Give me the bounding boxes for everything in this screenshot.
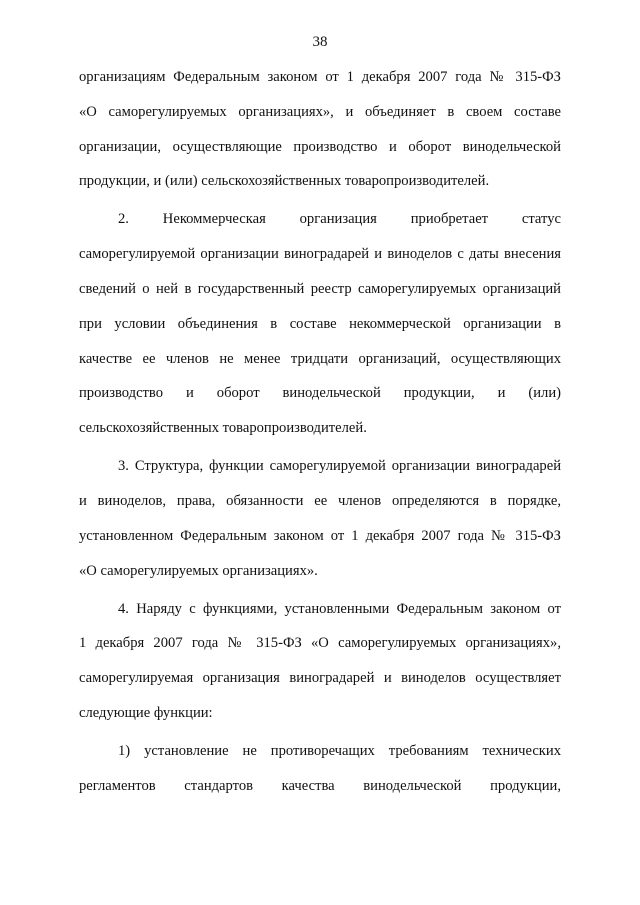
text-line: регламентов стандартов качества винодельческой продукции, <box>79 777 561 794</box>
text-line: при условии объединения в составе некоммерческой организации в <box>79 315 561 332</box>
text-line: 2. Некоммерческая организация приобретает статус <box>118 211 561 228</box>
text-line: 1) установление не противоречащих требованиям технических <box>118 742 561 759</box>
text-line: 4. Наряду с функциями, установленными Федеральным законом от <box>118 600 561 617</box>
text-line: сведений о ней в государственный реестр саморегулируемых организаций <box>79 280 561 297</box>
text-line: «О саморегулируемых организациях». <box>79 562 318 579</box>
text-line: и виноделов, права, обязанности ее членов определяются в порядке, <box>79 492 561 509</box>
text-line: производство и оборот винодельческой продукции, и (или) <box>79 385 561 402</box>
text-line: саморегулируемая организация виноградарей и виноделов осуществляет <box>79 670 561 687</box>
document-body <box>79 68 561 811</box>
text-line: 3. Структура, функции саморегулируемой организации виноградарей <box>118 458 561 475</box>
text-line: следующие функции: <box>79 704 213 721</box>
text-line: установленном Федеральным законом от 1 декабря 2007 года № 315-ФЗ <box>79 527 561 544</box>
text-line: «О саморегулируемых организациях», и объединяет в своем составе <box>79 103 561 120</box>
text-line: качестве ее членов не менее тридцати организаций, осуществляющих <box>79 350 561 367</box>
text-line: 1 декабря 2007 года № 315-ФЗ «О саморегулируемых организациях», <box>79 635 561 652</box>
text-line: организации, осуществляющие производство и оборот винодельческой <box>79 138 561 155</box>
text-line: организациям Федеральным законом от 1 декабря 2007 года № 315-ФЗ <box>79 69 561 85</box>
text-line: саморегулируемой организации виноградарей и виноделов с даты внесения <box>79 246 561 263</box>
text-line: сельскохозяйственных товаропроизводителей. <box>79 420 367 437</box>
page-number: 38 <box>312 34 328 50</box>
text-line: продукции, и (или) сельскохозяйственных товаропроизводителей. <box>79 173 490 190</box>
